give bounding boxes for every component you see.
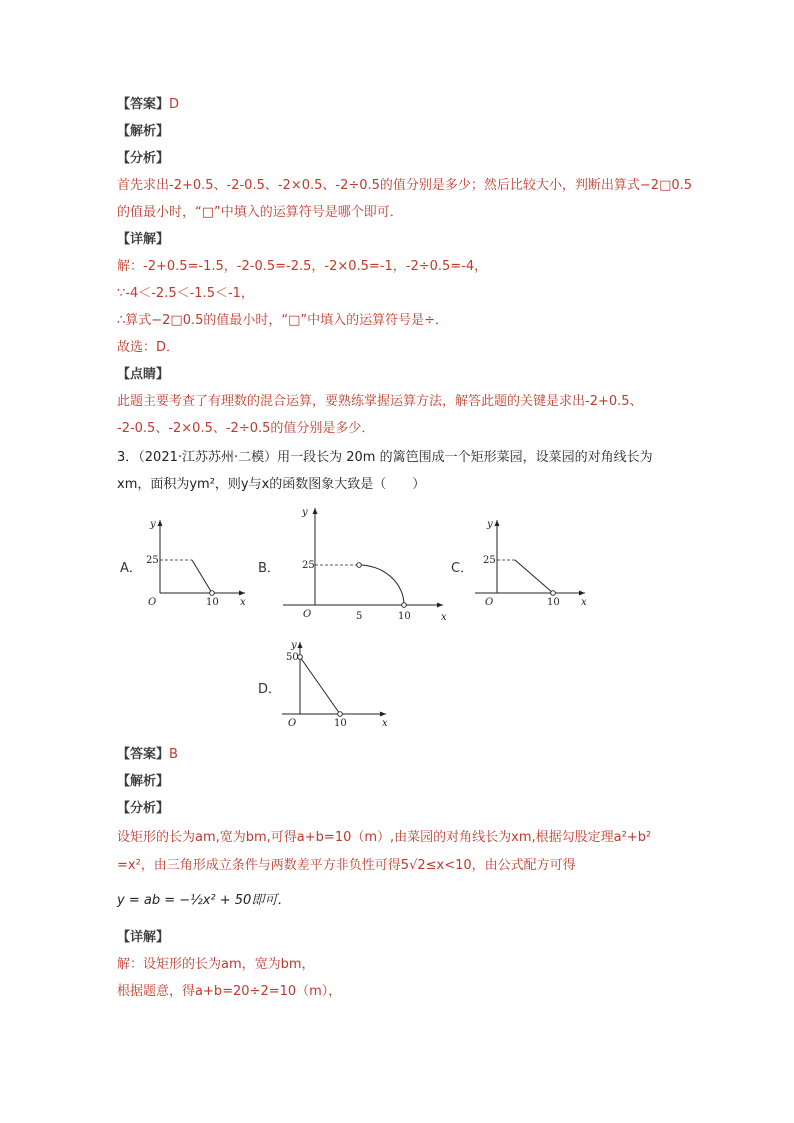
detail-text-3: ∴算式−2□0.5的值最小时，“□”中填入的运算符号是÷． [117,313,449,328]
point-text-1: 此题主要考查了有理数的混合运算，要熟练掌握运算方法，解答此题的关键是求出-2+0.5、 [117,394,643,409]
answer-tag: 【答案】 [117,97,170,112]
answer-line-2 [117,746,178,764]
graph-a [140,515,250,610]
detail-text-1: 解：-2+0.5=-1.5，-2-0.5=-2.5，-2×0.5=-1，-2÷0.5=-4， [117,259,488,274]
graph-d-origin: O [288,718,297,729]
detail2-text-2: 根据题意，得a+b=20÷2=10（m）， [117,984,342,999]
detail-text-2: ∵-4＜-2.5＜-1.5＜-1， [117,286,254,301]
point-tag: 【点睛】 [117,367,170,382]
graph-b-origin: O [303,609,312,620]
graph-a-x-label: x [240,597,246,608]
question-3-line-1: 3．（2021·江苏苏州·二模）用一段长为 20m 的篱笆围成一个矩形菜园，设菜园的对角线长为 [117,450,653,465]
fenxi2-text-2: =x²，由三角形成立条件与两数差平方非负性可得5√2≤x<10，由公式配方可得 [117,858,576,873]
graph-c [475,515,590,610]
detail2-text-1: 解：设矩形的长为am，宽为bm， [117,957,315,972]
graph-a-origin: O [148,597,157,608]
graph-a-tick-25: 25 [146,555,159,566]
graph-b-tick-5: 5 [356,611,363,622]
graph-d [282,640,392,730]
fenxi-tag-2: 【分析】 [117,801,170,816]
graph-d-y-label: y [291,640,297,651]
answer-line-1 [117,96,179,114]
graph-b-x-label: x [441,612,447,623]
graph-d-tick-10: 10 [334,718,347,729]
answer-value-2: B [169,747,178,762]
fenxi-text-1: 首先求出-2+0.5、-2-0.5、-2×0.5、-2÷0.5的值分别是多少；然后比较大小，判断出算式−2□0.5 [117,178,693,193]
graph-a-tick-10: 10 [206,597,219,608]
analysis-tag: 【解析】 [117,124,170,139]
fenxi2-text-1: 设矩形的长为am,宽为bm,可得a+b=10（m）,由菜园的对角线长为xm,根据勾股定理a²+b² [117,830,652,845]
graph-c-origin: O [485,597,494,608]
graph-b-y-label: y [302,507,308,518]
graph-c-tick-10: 10 [547,597,560,608]
graph-b-tick-10: 10 [398,611,411,622]
point-text-2: -2-0.5、-2×0.5、-2÷0.5的值分别是多少． [117,421,375,436]
detail-text-4: 故选：D． [117,340,180,355]
detail-tag-2: 【详解】 [117,930,170,945]
option-c-label: C． [451,561,474,576]
graph-c-tick-25: 25 [483,555,496,566]
graph-d-tick-50: 50 [286,652,299,663]
fenxi-text-2: 的值最小时，“□”中填入的运算符号是哪个即可． [117,205,403,220]
graph-b [283,505,453,623]
graph-c-y-label: y [487,519,493,530]
option-d-label: D． [258,682,282,697]
question-3-line-2: xm，面积为ym²，则y与x的函数图象大致是（ ） [117,477,426,492]
fenxi-tag: 【分析】 [117,151,170,166]
answer-tag-2: 【答案】 [117,747,170,762]
detail-tag: 【详解】 [117,232,170,247]
option-b-label: B． [258,561,280,576]
graph-d-x-label: x [382,718,388,729]
option-a-label: A． [120,561,142,576]
graph-a-y-label: y [150,519,156,530]
graph-b-tick-25: 25 [302,560,315,571]
analysis-tag-2: 【解析】 [117,774,170,789]
graph-c-x-label: x [581,597,587,608]
answer-value: D [169,97,180,112]
fenxi2-formula: y = ab = −½x² + 50即可． [117,893,291,908]
